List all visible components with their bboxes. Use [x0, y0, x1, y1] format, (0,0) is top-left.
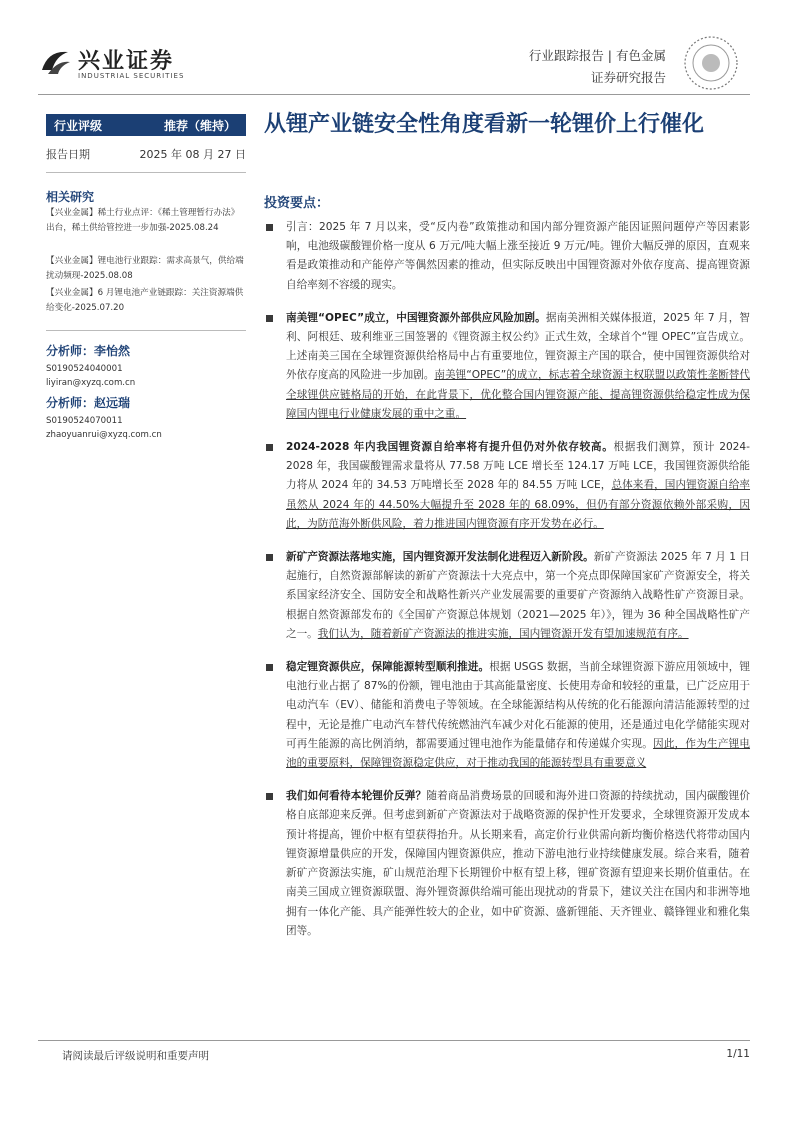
bullet-icon: [266, 554, 273, 561]
key-point: [264, 438, 750, 534]
key-point-text: 随着商品消费场景的回暖和海外进口资源的持续扰动，国内碳酸锂价格自底部迎来反弹。但考虑到新矿产资源法对于战略资源的保护性开发要求，全球锂资源开发成本预计将提高，锂价中枢有望获得抬升。从长期来看，高定价行业供需向新均衡价格迭代将带动国内锂资源增量供应的开发，保障国内锂资源供应，推动下游电池行业持续健康发展。综合来看，随着新矿产资源法实施，矿山规范治理下长期锂价中枢有望上移，锂矿资源有望迎来长期价值重估。在南美三国成立锂资源联盟、海外锂资源供给端可能出现扰动的背景下，建议关注在国内和非洲等地拥有一体化产能、具产能弹性较大的企业，如中矿资源、盛新锂能、天齐锂业、赣锋锂业和雅化集团等。: [286, 790, 751, 937]
analyst-email[interactable]: zhaoyuanrui@xyzq.com.cn: [46, 430, 162, 440]
company-logo: [38, 40, 208, 84]
bullet-icon: [266, 793, 273, 800]
related-item[interactable]: 【兴业金属】6 月锂电池产业链跟踪：关注资源端供给变化-2025.07.20: [46, 288, 244, 313]
company-name-cn: 兴业证券: [78, 49, 175, 74]
section-heading: 投资要点：: [264, 196, 330, 211]
key-point: [264, 548, 750, 644]
key-point-conclusion: 总体来看，国内锂资源自给率虽然从 2024 年的 44.50%大幅提升至 2028 年的 68.09%，但仍有部分资源依赖外部采购，因此，为防范海外断供风险，着力推进国内锂资源有序开发势在必行。: [286, 479, 751, 530]
key-point-conclusion: 因此，作为生产锂电池的重要原料，保障锂资源稳定供应，对于推动我国的能源转型具有重要意义: [286, 737, 751, 770]
related-research-title: 相关研究: [46, 190, 95, 204]
key-point-heading: 新矿产资源法落地实施，国内锂资源开发法制化进程迈入新阶段。: [286, 551, 594, 564]
analyst-cert: S0190524040001: [46, 364, 123, 374]
report-category: 证券研究报告: [590, 70, 666, 85]
bullet-icon: [266, 315, 273, 322]
analyst-email[interactable]: liyiran@xyzq.com.cn: [46, 378, 136, 388]
key-point-conclusion: 我们认为，随着新矿产资源法的推进实施，国内锂资源开发有望加速规范有序。: [317, 627, 689, 640]
industry-label: 行业评级: [54, 119, 103, 133]
report-date-row: [46, 146, 246, 162]
key-points-list: [264, 218, 750, 955]
seal-stamp-icon: [682, 34, 740, 92]
key-point: [264, 309, 750, 424]
header-divider: [38, 94, 750, 95]
key-point-text: 引言：2025 年 7 月以来，受“反内卷”政策推动和国内部分锂资源产能因证照问题停产等因素影响，电池级碳酸锂价格一度从 6 万元/吨大幅上涨至接近 9 万元/吨。锂价大幅反弹的原因，直观来看是政策推动和产能停产等偶然因素的推动，但实际反映出中国锂资源对外依存度高、提高锂资源自给率刻不容缓的现实。: [286, 221, 750, 291]
analyst-cert: S0190524070011: [46, 416, 123, 426]
key-point-text: 根据我们测算，预计 2024-2028 年，我国碳酸锂需求量将从 77.58 万吨 LCE 增长至 124.17 万吨 LCE，我国锂资源供给能力将从 2024 年的 34.53 万吨增长至 2028 年的 84.55 万吨 LCE，: [286, 441, 750, 492]
date-value: 2025 年 08 月 27 日: [139, 148, 246, 161]
footer-divider: [38, 1040, 750, 1041]
date-label: 报告日期: [46, 148, 90, 161]
key-point-text: 根据 USGS 数据，当前全球锂资源下游应用领域中，锂电池行业占据了 87%的份额，锂电池由于其高能量密度、长使用寿命和较轻的重量，已广泛应用于电动汽车（EV）、储能和消费电子等领域。在全球能源结构从传统的化石能源向清洁能源转型的过程中，无论是推广电动汽车替代传统燃油汽车减少对化石能源的使用，还是通过电化学储能实现对可再生能源的高比例消纳，都需要通过锂电池作为能量储存和传递媒介实现。: [286, 661, 750, 750]
key-point-text: 据南美洲相关媒体报道，2025 年 7 月，智利、阿根廷、玻利维亚三国签署的《锂资源主权公约》正式生效，全球首个“锂 OPEC”宣告成立。上述南美三国在全球锂资源供给格局中占有重要地位，锂资源主产国的联合，使中国锂资源供给对外依存度高的风险进一步加剧。: [286, 311, 751, 382]
company-name-en: INDUSTRIAL SECURITIES: [78, 72, 185, 80]
related-item[interactable]: 【兴业金属】稀土行业点评：《稀土管理暂行办法》出台，稀土供给管控进一步加强-2025.08.24: [46, 208, 240, 233]
disclaimer-link[interactable]: 请阅读最后评级说明和重要声明: [62, 1050, 209, 1062]
sidebar-divider: [46, 330, 246, 331]
analyst-name: 分析师：李怡然: [46, 344, 131, 358]
report-title: 从锂产业链安全性角度看新一轮锂价上行催化: [264, 112, 705, 137]
rating-value: 推荐（维持）: [163, 119, 236, 133]
key-point: [264, 787, 750, 941]
key-point-heading: 我们如何看待本轮锂价反弹？: [286, 790, 427, 803]
key-point-heading: 稳定锂资源供应，保障能源转型顺利推进。: [286, 661, 490, 674]
bullet-icon: [266, 224, 273, 231]
logo-icon: [38, 46, 72, 76]
page-number: 1/11: [726, 1048, 750, 1060]
key-point-text: 新矿产资源法 2025 年 7 月 1 日起施行，自然资源部解读的新矿产资源法十大亮点中，第一个亮点即保障国家矿产资源安全，将关系国家经济安全、国防安全和战略性新兴产业发展需要的重要矿产资源纳入战略性矿产资源目录。根据自然资源部发布的《全国矿产资源总体规划（2021—2025 年）》，锂为 36 种全国战略性矿产之一。: [286, 551, 750, 640]
bullet-icon: [266, 664, 273, 671]
analyst-name: 分析师：赵远瑞: [46, 396, 131, 410]
key-point: [264, 658, 750, 773]
report-type: 行业跟踪报告 | 有色金属: [528, 48, 666, 63]
key-point-conclusion: 南美锂“OPEC”的成立，标志着全球资源主权联盟以政策性垄断替代全球锂供应链格局的开始，在此背景下，优化整合国内锂资源产能、提高锂资源供给稳定性成为保障国内锂电行业健康发展的重中之重。: [286, 369, 750, 420]
sidebar-divider: [46, 172, 246, 173]
key-point-heading: 南美锂“OPEC”成立，中国锂资源外部供应风险加剧。: [286, 311, 546, 324]
key-point: [264, 218, 750, 295]
related-item[interactable]: 【兴业金属】锂电池行业跟踪：需求高景气，供给端扰动频现-2025.08.08: [46, 256, 244, 281]
bullet-icon: [266, 444, 273, 451]
rating-bar: [46, 114, 246, 136]
key-point-heading: 2024-2028 年内我国锂资源自给率将有提升但仍对外依存较高。: [286, 441, 614, 454]
